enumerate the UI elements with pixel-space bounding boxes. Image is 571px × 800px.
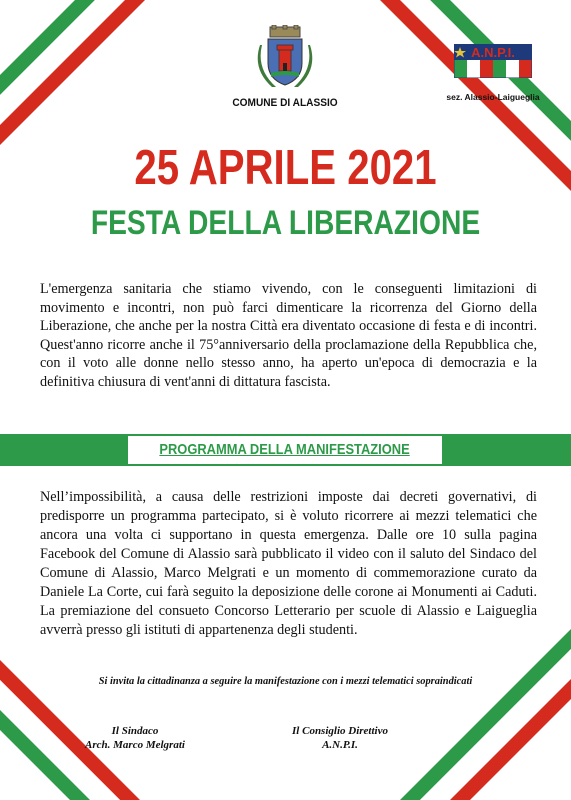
comune-crest-icon <box>256 25 314 89</box>
signature-name: A.N.P.I. <box>322 739 358 751</box>
signature-council <box>270 724 410 752</box>
comune-header <box>225 25 345 109</box>
signature-name: Arch. Marco Melgrati <box>85 739 185 751</box>
intro-paragraph: L'emergenza sanitaria che stiamo vivendo, con le conseguenti limitazioni di movimento e incontri, non può farci dimenticare la ricorrenza del Giorno della Liberazione, che anche per la nostra Città era diventato occasione di festa e di incontri. Quest'anno ricorre anche il 75°anniversario della proclamazione della Repubblica che, con il voto alle donne nello stesso anno, ha aperto un'epoca di democrazia e la definitiva chiusura di vent'anni di dittatura fascista. <box>40 281 537 390</box>
date-title: 25 APRILE 2021 <box>134 141 437 195</box>
program-heading: PROGRAMMA DELLA MANIFESTAZIONE <box>159 441 411 458</box>
signature-role: Il Consiglio Direttivo <box>292 725 388 737</box>
program-heading-box <box>128 436 442 464</box>
anpi-header <box>438 44 548 102</box>
signature-role: Il Sindaco <box>111 725 159 737</box>
comune-label: COMUNE DI ALASSIO <box>232 97 338 109</box>
anpi-section-label: sez. Alassio-Laigueglia <box>446 92 540 102</box>
anpi-logo-text: A.N.P.I. <box>471 45 515 60</box>
anpi-logo-icon <box>454 44 532 78</box>
program-paragraph: Nell’impossibilità, a causa delle restrizioni imposte dai decreti governativi, di predisporre un programma partecipato, si è voluto ricorrere ai mezzi telematici che ancora una volta ci supportano in questa emergenza. Dalle ore 10 sulla pagina Facebook del Comune di Alassio sarà pubblicato il video con il saluto del Sindaco del Comune di Alassio, Marco Melgrati e un momento di commemorazione curato da Daniele La Corte, cui farà seguito la deposizione delle corone ai Monumenti ai Caduti. La premiazione del consueto Concorso Letterario per scuole di Alassio e Laigueglia avverrà presso gli istituti di appartenenza degli studenti. <box>40 489 537 638</box>
event-title: FESTA DELLA LIBERAZIONE <box>90 204 481 242</box>
invitation-note: Si invita la cittadinanza a seguire la manifestazione con i mezzi telematici sopraindicati <box>98 676 473 687</box>
signature-mayor <box>70 724 200 752</box>
